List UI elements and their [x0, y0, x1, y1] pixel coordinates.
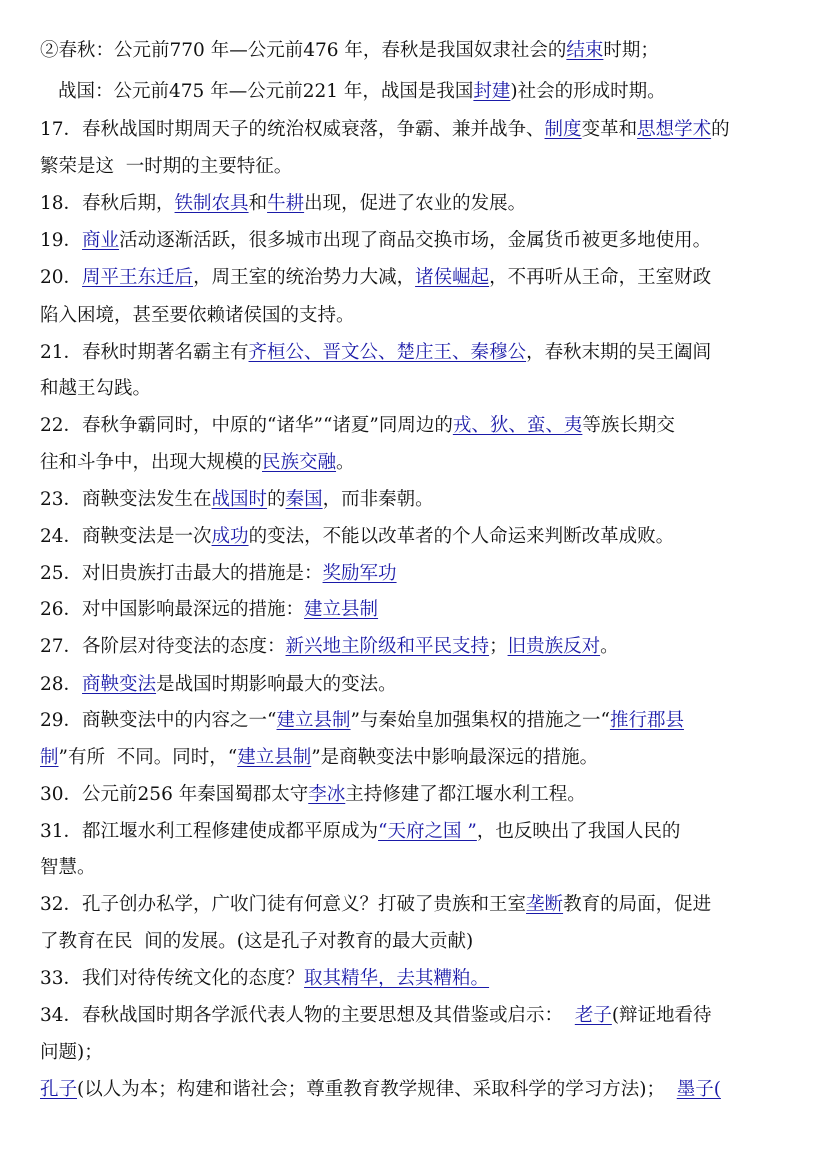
- line-text: 变革和: [581, 119, 638, 140]
- answer-text: 新兴地主阶级和平民支持: [285, 636, 490, 657]
- answer-text: 建立县制: [304, 599, 379, 620]
- line-text: 31．都江堰水利工程修建使成都平原成为: [40, 821, 379, 842]
- text-line: [40, 450, 800, 476]
- line-text: ；: [489, 636, 508, 657]
- answer-text: 商鞅变法: [82, 674, 157, 695]
- line-text: )社会的形成时期。: [510, 81, 666, 102]
- line-text: 。: [600, 636, 619, 657]
- line-text: 32．孔子创办私学，广收门徒有何意义？打破了贵族和王室: [40, 894, 527, 915]
- text-line: [40, 561, 800, 587]
- text-line: [40, 1003, 800, 1029]
- text-line: [40, 966, 800, 992]
- line-text: 的变法，不能以改革者的个人命运来判断改革成败。: [248, 526, 675, 547]
- answer-text: 建立县制: [237, 747, 312, 768]
- answer-text: 战国时: [211, 489, 268, 510]
- line-text: 出现，促进了农业的发展。: [304, 193, 527, 214]
- line-text: 教育的局面，促进: [563, 894, 712, 915]
- text-line: [40, 413, 800, 439]
- text-line: [40, 819, 800, 845]
- line-text: 23．商鞅变法发生在: [40, 489, 212, 510]
- line-text: 战国：公元前475 年—公元前221 年，战国是我国: [58, 81, 474, 102]
- line-text: 27．各阶层对待变法的态度：: [40, 636, 286, 657]
- line-text: 26．对中国影响最深远的措施：: [40, 599, 305, 620]
- line-text: 的: [711, 119, 730, 140]
- line-text: 22．春秋争霸同时，中原的“诸华”“诸夏”同周边的: [40, 415, 453, 436]
- line-text: (辩证地看待: [611, 1005, 712, 1026]
- answer-text: 结束: [566, 40, 604, 61]
- text-line: [40, 524, 800, 550]
- text-line: [40, 672, 800, 698]
- answer-text: 封建: [473, 81, 511, 102]
- line-text: 繁荣是这 一时期的主要特征。: [40, 156, 293, 177]
- text-line: [40, 892, 800, 918]
- line-text: 。: [336, 452, 355, 473]
- line-text: 往和斗争中，出现大规模的: [40, 452, 263, 473]
- text-line: [40, 634, 800, 660]
- text-line: [58, 79, 818, 105]
- text-line: [40, 708, 800, 734]
- text-line: [40, 1077, 800, 1103]
- line-text: 主持修建了都江堰水利工程。: [345, 784, 586, 805]
- answer-text: 建立县制: [276, 710, 351, 731]
- line-text: ”是商鞅变法中影响最深远的措施。: [311, 747, 599, 768]
- text-line: [40, 1040, 800, 1066]
- answer-text: 制度: [544, 119, 582, 140]
- line-text: 17．春秋战国时期周天子的统治权威衰落，争霸、兼并战争、: [40, 119, 545, 140]
- line-text: ”有所 不同。同时，“: [58, 747, 238, 768]
- answer-text: 牛耕: [267, 193, 305, 214]
- line-text: 20．: [40, 267, 83, 288]
- line-text: ②春秋：公元前770 年—公元前476 年，春秋是我国奴隶社会的: [40, 40, 567, 61]
- text-line: [40, 745, 800, 771]
- text-line: [40, 340, 800, 366]
- line-text: (以人为本；构建和谐社会；尊重教育教学规律、采取科学的学习方法)；: [77, 1079, 677, 1100]
- line-text: 了教育在民 间的发展。(这是孔子对教育的最大贡献): [40, 931, 474, 952]
- answer-text: 思想学术: [637, 119, 712, 140]
- line-text: 问题)；: [40, 1042, 103, 1063]
- answer-text: 垄断: [526, 894, 564, 915]
- text-line: [40, 191, 800, 217]
- text-line: [40, 154, 800, 180]
- text-line: [40, 303, 800, 329]
- line-text: 的: [267, 489, 286, 510]
- line-text: 19．: [40, 230, 83, 251]
- line-text: 24．商鞅变法是一次: [40, 526, 212, 547]
- text-line: [40, 487, 800, 513]
- line-text: ，春秋末期的吴王阖闾: [526, 342, 712, 363]
- answer-text: 齐桓公、晋文公、楚庄王、秦穆公: [248, 342, 527, 363]
- line-text: ，不再听从王命，王室财政: [489, 267, 712, 288]
- line-text: 和: [248, 193, 268, 214]
- line-text: 等族长期交: [582, 415, 675, 436]
- answer-text: 李冰: [308, 784, 346, 805]
- text-line: [40, 376, 800, 402]
- answer-text: 诸侯崛起: [415, 267, 490, 288]
- answer-text: 民族交融: [262, 452, 337, 473]
- line-text: 陷入困境，甚至要依赖诸侯国的支持。: [40, 305, 355, 326]
- answer-text: “天府之国 ”: [378, 821, 477, 842]
- answer-text: 孔子: [40, 1079, 78, 1100]
- answer-text: 商业: [82, 230, 120, 251]
- line-text: 30．公元前256 年秦国蜀郡太守: [40, 784, 309, 805]
- text-line: [40, 265, 800, 291]
- line-text: 时期；: [603, 40, 659, 61]
- line-text: ，也反映出了我国人民的: [476, 821, 681, 842]
- answer-text: 周平王东迁后: [82, 267, 194, 288]
- line-text: 34．春秋战国时期各学派代表人物的主要思想及其借鉴或启示：: [40, 1005, 575, 1026]
- line-text: 18．春秋后期，: [40, 193, 175, 214]
- line-text: 和越王勾践。: [40, 378, 152, 399]
- text-line: [40, 117, 800, 143]
- answer-text: 成功: [211, 526, 249, 547]
- answer-text: 推行郡县: [609, 710, 684, 731]
- text-line: [40, 855, 800, 881]
- text-line: [40, 929, 800, 955]
- text-line: [40, 782, 800, 808]
- text-line: [40, 597, 800, 623]
- answer-text: 秦国: [285, 489, 323, 510]
- line-text: ，而非秦朝。: [322, 489, 434, 510]
- line-text: 活动逐渐活跃，很多城市出现了商品交换市场，金属货币被更多地使用。: [119, 230, 712, 251]
- line-text: 智慧。: [40, 857, 96, 878]
- answer-text: 制: [40, 747, 59, 768]
- line-text: 是战国时期影响最大的变法。: [156, 674, 397, 695]
- line-text: 28．: [40, 674, 83, 695]
- answer-text: 墨子(: [676, 1079, 721, 1100]
- line-text: 29．商鞅变法中的内容之一“: [40, 710, 277, 731]
- line-text: ”与秦始皇加强集权的措施之一“: [350, 710, 610, 731]
- answer-text: 取其精华，去其糟粕。: [304, 968, 490, 989]
- line-text: 25．对旧贵族打击最大的措施是：: [40, 563, 323, 584]
- text-line: [40, 38, 800, 64]
- answer-text: 老子: [574, 1005, 612, 1026]
- line-text: 33．我们对待传统文化的态度？: [40, 968, 305, 989]
- line-text: ，周王室的统治势力大减，: [193, 267, 416, 288]
- text-line: [40, 228, 800, 254]
- line-text: 21．春秋时期著名霸主有: [40, 342, 249, 363]
- answer-text: 戎、狄、蛮、夷: [452, 415, 583, 436]
- answer-text: 奖励军功: [322, 563, 397, 584]
- answer-text: 铁制农具: [174, 193, 249, 214]
- answer-text: 旧贵族反对: [507, 636, 601, 657]
